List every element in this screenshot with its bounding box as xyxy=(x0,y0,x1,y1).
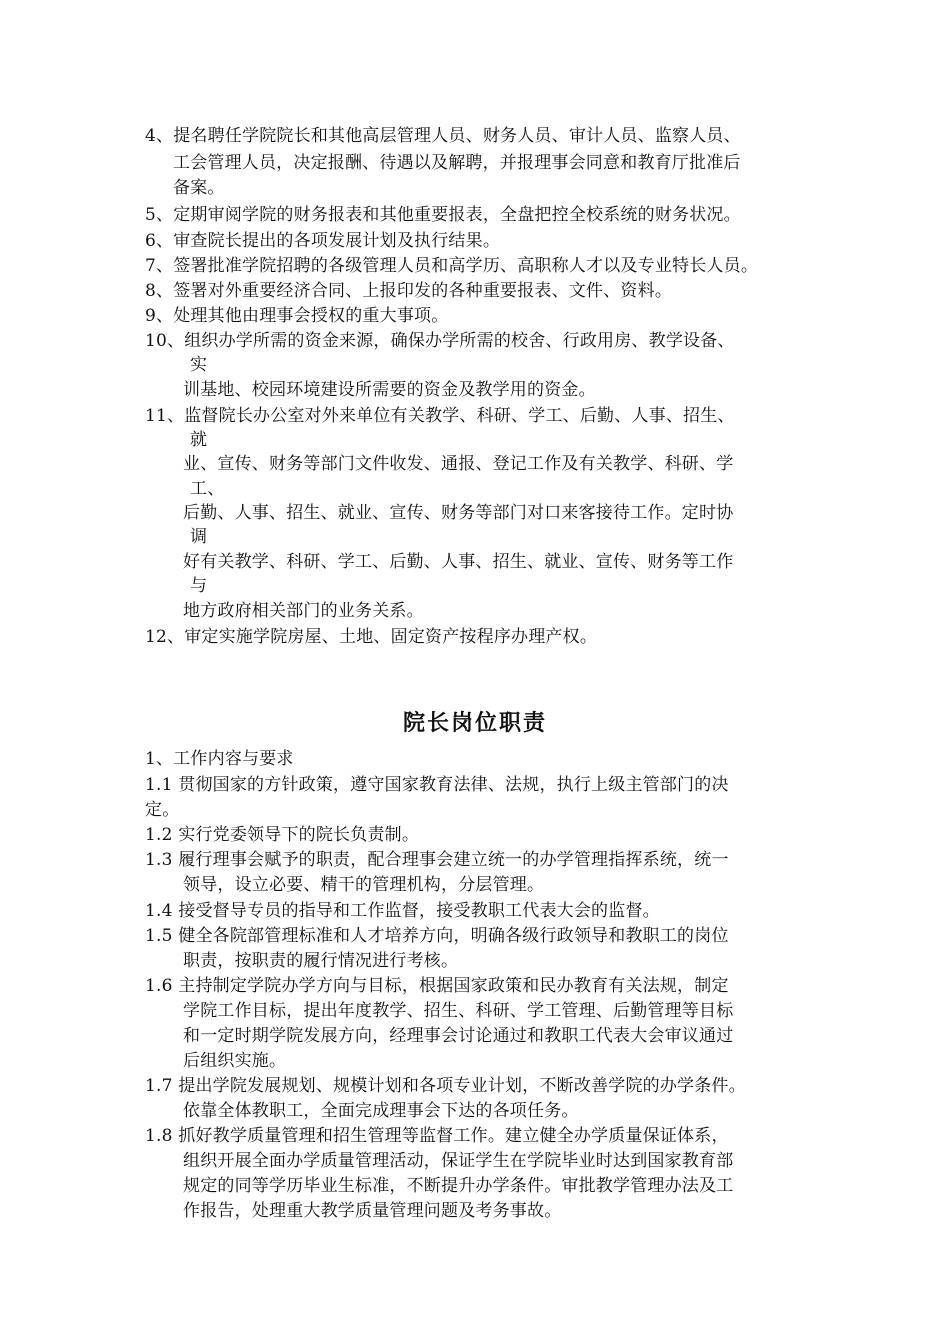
item-11-line-7: 好有关教学、科研、学工、后勤、人事、招生、就业、宣传、财务等工作 xyxy=(183,552,734,572)
clause-1-2: 1.2 实行党委领导下的院长负责制。 xyxy=(145,825,420,845)
item-4-line-2: 工会管理人员，决定报酬、待遇以及解聘，并报理事会同意和教育厅批准后 xyxy=(173,153,741,173)
clause-1-4: 1.4 接受督导专员的指导和工作监督，接受教职工代表大会的监督。 xyxy=(145,901,660,921)
section-title: 院长岗位职责 xyxy=(402,710,547,736)
item-11-line-2: 就 xyxy=(190,430,208,450)
clause-1-5-line-2: 职责，按职责的履行情况进行考核。 xyxy=(183,951,459,971)
item-10-line-3: 训基地、校园环境建设所需要的资金及教学用的资金。 xyxy=(183,380,596,400)
clause-1-5-line-1: 1.5 健全各院部管理标准和人才培养方向，明确各级行政领导和教职工的岗位 xyxy=(145,926,729,946)
clause-1-8-line-2: 组织开展全面办学质量管理活动，保证学生在学院毕业时达到国家教育部 xyxy=(183,1151,734,1171)
heading-1: 1、工作内容与要求 xyxy=(145,749,294,769)
item-7: 7、签署批准学院招聘的各级管理人员和高学历、高职称人才以及专业特长人员。 xyxy=(145,256,759,276)
clause-1-6-line-1: 1.6 主持制定学院办学方向与目标，根据国家政策和民办教育有关法规，制定 xyxy=(145,976,729,996)
clause-1-1-line-2: 定。 xyxy=(145,800,180,820)
item-8: 8、签署对外重要经济合同、上报印发的各种重要报表、文件、资料。 xyxy=(145,281,673,301)
clause-1-6-line-4: 后组织实施。 xyxy=(183,1051,287,1071)
clause-1-6-line-3: 和一定时期学院发展方向，经理事会讨论通过和教职工代表大会审议通过 xyxy=(183,1026,734,1046)
clause-1-1-line-1: 1.1 贯彻国家的方针政策，遵守国家教育法律、法规，执行上级主管部门的决 xyxy=(145,775,729,795)
item-11-line-9: 地方政府相关部门的业务关系。 xyxy=(183,601,424,621)
item-4-line-3: 备案。 xyxy=(173,178,225,198)
item-10-line-1: 10、组织办学所需的资金来源，确保办学所需的校舍、行政用房、教学设备、 xyxy=(145,331,735,351)
clause-1-7-line-1: 1.7 提出学院发展规划、规模计划和各项专业计划，不断改善学院的办学条件。 xyxy=(145,1076,746,1096)
item-6: 6、审查院长提出的各项发展计划及执行结果。 xyxy=(145,231,501,251)
clause-1-7-line-2: 依靠全体教职工，全面完成理事会下达的各项任务。 xyxy=(183,1101,579,1121)
clause-1-8-line-1: 1.8 抓好教学质量管理和招生管理等监督工作。建立健全办学质量保证体系， xyxy=(145,1126,729,1146)
item-4-line-1: 4、提名聘任学院院长和其他高层管理人员、财务人员、审计人员、监察人员、 xyxy=(145,126,741,146)
item-11-line-1: 11、监督院长办公室对外来单位有关教学、科研、学工、后勤、人事、招生、 xyxy=(145,406,735,426)
item-10-line-2: 实 xyxy=(190,355,208,375)
clause-1-3-line-1: 1.3 履行理事会赋予的职责，配合理事会建立统一的办学管理指挥系统，统一 xyxy=(145,850,729,870)
item-11-line-5: 后勤、人事、招生、就业、宣传、财务等部门对口来客接待工作。定时协 xyxy=(183,503,734,523)
item-11-line-4: 工、 xyxy=(190,479,225,499)
clause-1-3-line-2: 领导，设立必要、精干的管理机构，分层管理。 xyxy=(183,875,545,895)
clause-1-8-line-3: 规定的同等学历毕业生标准，不断提升办学条件。审批教学管理办法及工 xyxy=(183,1176,734,1196)
item-11-line-8: 与 xyxy=(190,576,208,596)
item-12: 12、审定实施学院房屋、土地、固定资产按程序办理产权。 xyxy=(145,627,598,647)
item-11-line-3: 业、宣传、财务等部门文件收发、通报、登记工作及有关教学、科研、学 xyxy=(183,454,734,474)
clause-1-8-line-4: 作报告，处理重大教学质量管理问题及考务事故。 xyxy=(183,1201,562,1221)
item-5: 5、定期审阅学院的财务报表和其他重要报表，全盘把控全校系统的财务状况。 xyxy=(145,205,741,225)
clause-1-6-line-2: 学院工作目标，提出年度教学、招生、科研、学工管理、后勤管理等目标 xyxy=(183,1001,734,1021)
item-11-line-6: 调 xyxy=(190,527,208,547)
item-9: 9、处理其他由理事会授权的重大事项。 xyxy=(145,306,449,326)
